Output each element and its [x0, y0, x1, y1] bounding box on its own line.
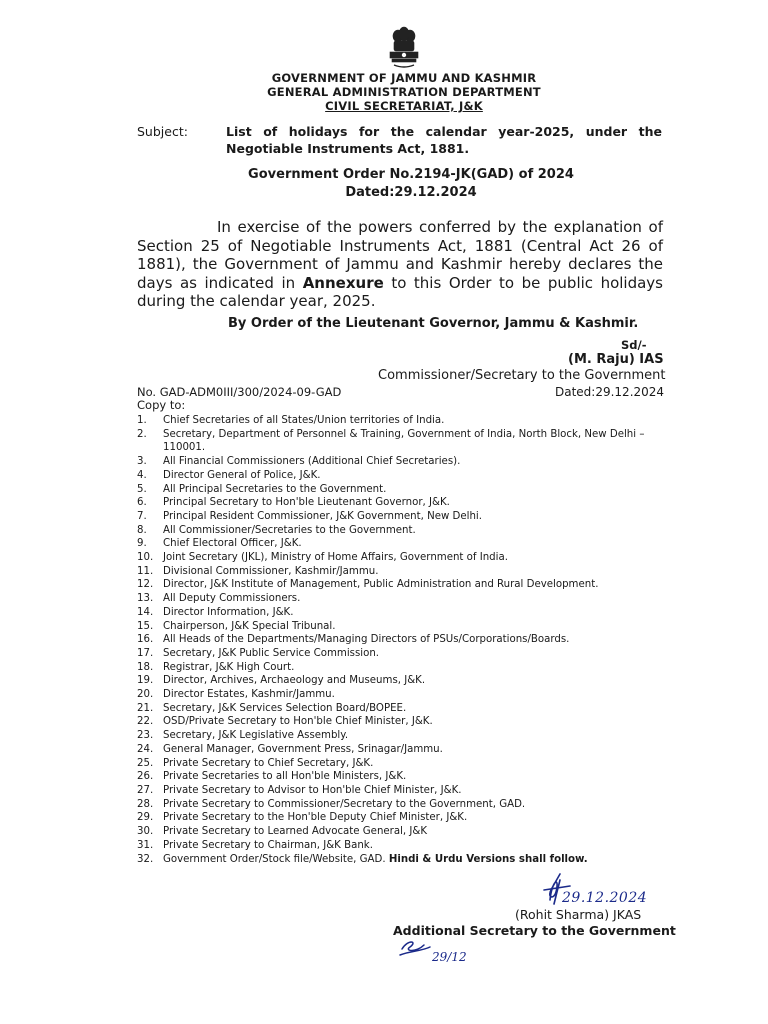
copy-list-text — [163, 798, 665, 812]
copy-list-number: 10. — [137, 552, 154, 564]
copy-list-text — [163, 715, 665, 729]
copy-list-item — [137, 524, 665, 538]
copy-list-item — [137, 688, 665, 702]
copy-list-recipient: Private Secretary to Learned Advocate General, J&K — [163, 826, 428, 838]
copy-list-recipient: Chairperson, J&K Special Tribunal. — [163, 620, 336, 632]
copy-list-recipient: All Deputy Commissioners. — [163, 593, 301, 605]
copy-list-recipient: Secretary, J&K Services Selection Board/BOPEE. — [163, 702, 407, 714]
copy-list-number: 26. — [137, 771, 154, 783]
copy-list-item — [137, 811, 665, 825]
header-secretariat: CIVIL SECRETARIAT, J&K — [325, 99, 483, 113]
copy-list-number: 18. — [137, 661, 154, 673]
copy-list-item — [137, 647, 665, 661]
copy-list-recipient: Joint Secretary (JKL), Ministry of Home Affairs, Government of India. — [163, 552, 508, 564]
copy-list-number: 3. — [137, 456, 147, 468]
order-number: Government Order No.2194-JK(GAD) of 2024 — [248, 167, 574, 182]
copy-list-item — [137, 770, 665, 784]
body-text-annexure: Annexure — [302, 273, 384, 292]
copy-list-recipient: Secretary, Department of Personnel & Training, Government of India, North Block, New Delhi – 110001. — [163, 428, 645, 454]
copy-list-text — [163, 702, 665, 716]
copy-list-note: Hindi & Urdu Versions shall follow. — [388, 853, 588, 865]
copy-list-recipient: Private Secretary to the Hon'ble Deputy Chief Minister, J&K. — [163, 812, 468, 824]
copy-list-recipient: Private Secretary to Chief Secretary, J&K. — [163, 757, 374, 769]
copy-list-recipient: Private Secretary to Advisor to Hon'ble Chief Minister, J&K. — [163, 784, 462, 796]
copy-list-text — [163, 647, 665, 661]
order-body-paragraph — [137, 218, 663, 311]
copy-list-text — [163, 592, 665, 606]
copy-list-text — [163, 414, 665, 428]
copy-list-text — [163, 620, 665, 634]
copy-list-recipient: Registrar, J&K High Court. — [163, 661, 295, 673]
copy-list-recipient: Divisional Commissioner, Kashmir/Jammu. — [163, 565, 379, 577]
copy-list-item — [137, 537, 665, 551]
copy-list-recipient: Director Information, J&K. — [163, 606, 294, 618]
copy-list-number: 22. — [137, 716, 154, 728]
copy-list-number: 12. — [137, 579, 154, 591]
copy-list-number: 6. — [137, 497, 147, 509]
signatory-designation: Commissioner/Secretary to the Government — [378, 368, 666, 383]
copy-list-recipient: Secretary, J&K Public Service Commission. — [163, 647, 380, 659]
copy-list-item — [137, 674, 665, 688]
copy-list-text — [163, 811, 665, 825]
copy-list-text — [163, 455, 665, 469]
copy-list-item — [137, 633, 665, 647]
copy-list-number: 24. — [137, 743, 154, 755]
copy-list-item — [137, 825, 665, 839]
copy-list-recipient: All Financial Commissioners (Additional Chief Secretaries). — [163, 456, 461, 468]
copy-list-number: 27. — [137, 784, 154, 796]
copy-list-item — [137, 798, 665, 812]
copy-list-recipient: All Principal Secretaries to the Government. — [163, 483, 387, 495]
copy-list-item — [137, 757, 665, 771]
copy-list-text — [163, 633, 665, 647]
handwritten-initials-date: 29/12 — [432, 950, 467, 964]
copy-list-item — [137, 565, 665, 579]
copy-list-item — [137, 414, 665, 428]
copy-list-number: 23. — [137, 730, 154, 742]
copy-list-item — [137, 592, 665, 606]
copy-list-text — [163, 469, 665, 483]
copy-list-item — [137, 469, 665, 483]
copy-list-number: 16. — [137, 634, 154, 646]
copy-list-recipient: Principal Resident Commissioner, J&K Government, New Delhi. — [163, 510, 482, 522]
copy-list-text — [163, 825, 665, 839]
copy-list-recipient: OSD/Private Secretary to Hon'ble Chief Minister, J&K. — [163, 716, 433, 728]
copy-list-text — [163, 537, 665, 551]
subject-text: List of holidays for the calendar year-2025, under the Negotiable Instruments Act, 1881. — [226, 124, 662, 156]
copy-to-label: Copy to: — [137, 398, 186, 412]
copy-list-text — [163, 729, 665, 743]
header-government: GOVERNMENT OF JAMMU AND KASHMIR — [271, 71, 537, 85]
copy-list-number: 7. — [137, 510, 147, 522]
copy-list-recipient: General Manager, Government Press, Srinagar/Jammu. — [163, 743, 443, 755]
signed-mark: Sd/- — [621, 338, 647, 352]
copy-list-text — [163, 853, 665, 867]
copy-list-item — [137, 784, 665, 798]
national-emblem-icon — [384, 26, 424, 70]
copy-list-item — [137, 661, 665, 675]
copy-list-text — [163, 428, 665, 455]
copy-list-item — [137, 702, 665, 716]
copy-list-number: 8. — [137, 524, 147, 536]
subject-label: Subject: — [137, 124, 188, 139]
copy-list-text — [163, 743, 665, 757]
copy-list-number: 13. — [137, 593, 154, 605]
copy-list-recipient: Government Order/Stock file/Website, GAD. — [163, 853, 389, 865]
copy-list-text — [163, 551, 665, 565]
copy-list-number: 14. — [137, 606, 154, 618]
copy-list-item — [137, 483, 665, 497]
copy-list-item — [137, 428, 665, 455]
copy-distribution-list — [137, 414, 665, 866]
copy-list-recipient: Private Secretaries to all Hon'ble Ministers, J&K. — [163, 771, 407, 783]
copy-list-item — [137, 578, 665, 592]
copy-list-text — [163, 483, 665, 497]
signoff-name: (Rohit Sharma) JKAS — [515, 907, 642, 922]
copy-list-number: 25. — [137, 757, 154, 769]
copy-list-item — [137, 715, 665, 729]
copy-list-number: 28. — [137, 798, 154, 810]
copy-list-number: 32. — [137, 853, 154, 865]
by-order-line: By Order of the Lieutenant Governor, Jammu & Kashmir. — [228, 316, 639, 331]
reference-date: Dated:29.12.2024 — [555, 385, 665, 399]
copy-list-recipient: Private Secretary to Commissioner/Secretary to the Government, GAD. — [163, 798, 526, 810]
reference-number: No. GAD-ADM0III/300/2024-09-GAD — [137, 385, 342, 399]
body-text-after: to this Order to be public holidays during the calendar year, 2025. — [137, 273, 663, 310]
copy-list-text — [163, 784, 665, 798]
copy-list-number: 30. — [137, 826, 154, 838]
handwritten-sign-date: 29.12.2024 — [562, 890, 648, 906]
copy-list-text — [163, 688, 665, 702]
copy-list-text — [163, 661, 665, 675]
copy-list-number: 21. — [137, 702, 154, 714]
copy-list-recipient: Director Estates, Kashmir/Jammu. — [163, 689, 335, 701]
copy-list-number: 5. — [137, 483, 147, 495]
copy-list-recipient: Director General of Police, J&K. — [163, 469, 321, 481]
copy-list-item — [137, 853, 665, 867]
copy-list-recipient: Secretary, J&K Legislative Assembly. — [163, 730, 349, 742]
header-department: GENERAL ADMINISTRATION DEPARTMENT — [267, 85, 541, 99]
signoff-designation: Additional Secretary to the Government — [393, 923, 676, 938]
copy-list-item — [137, 743, 665, 757]
order-date: Dated:29.12.2024 — [345, 185, 477, 200]
copy-list-item — [137, 551, 665, 565]
copy-list-item — [137, 606, 665, 620]
copy-list-item — [137, 510, 665, 524]
copy-list-text — [163, 496, 665, 510]
copy-list-text — [163, 578, 665, 592]
copy-list-number: 15. — [137, 620, 154, 632]
copy-list-text — [163, 674, 665, 688]
copy-list-recipient: All Heads of the Departments/Managing Directors of PSUs/Corporations/Boards. — [163, 634, 570, 646]
copy-list-text — [163, 606, 665, 620]
copy-list-text — [163, 524, 665, 538]
copy-list-recipient: All Commissioner/Secretaries to the Government. — [163, 524, 416, 536]
copy-list-recipient: Chief Electoral Officer, J&K. — [163, 538, 302, 550]
copy-list-text — [163, 565, 665, 579]
copy-list-item — [137, 620, 665, 634]
copy-list-item — [137, 496, 665, 510]
copy-list-number: 31. — [137, 839, 154, 851]
copy-list-text — [163, 839, 665, 853]
copy-list-number: 9. — [137, 538, 147, 550]
copy-list-text — [163, 510, 665, 524]
signatory-name: (M. Raju) IAS — [568, 352, 664, 367]
copy-list-item — [137, 839, 665, 853]
copy-list-number: 29. — [137, 812, 154, 824]
copy-list-recipient: Director, Archives, Archaeology and Museums, J&K. — [163, 675, 426, 687]
copy-list-text — [163, 757, 665, 771]
copy-list-number: 11. — [137, 565, 154, 577]
copy-list-number: 20. — [137, 689, 154, 701]
copy-list-number: 1. — [137, 415, 147, 426]
copy-list-number: 2. — [137, 428, 147, 440]
copy-list-recipient: Chief Secretaries of all States/Union territories of India. — [163, 415, 445, 426]
copy-list-text — [163, 770, 665, 784]
copy-list-recipient: Director, J&K Institute of Management, Public Administration and Rural Development. — [163, 579, 599, 591]
copy-list-item — [137, 729, 665, 743]
copy-list-number: 4. — [137, 469, 147, 481]
body-text-before: In exercise of the powers conferred by the explanation of Section 25 of Negotiable Instruments Act, 1881 (Central Act 26 of 1881), the Government of Jammu and Kashmir hereby declares the days as indicated in — [137, 218, 663, 292]
copy-list-number: 17. — [137, 647, 154, 659]
copy-list-recipient: Private Secretary to Chairman, J&K Bank. — [163, 839, 373, 851]
copy-list-item — [137, 455, 665, 469]
copy-list-number: 19. — [137, 675, 154, 687]
copy-list-recipient: Principal Secretary to Hon'ble Lieutenant Governor, J&K. — [163, 497, 450, 509]
